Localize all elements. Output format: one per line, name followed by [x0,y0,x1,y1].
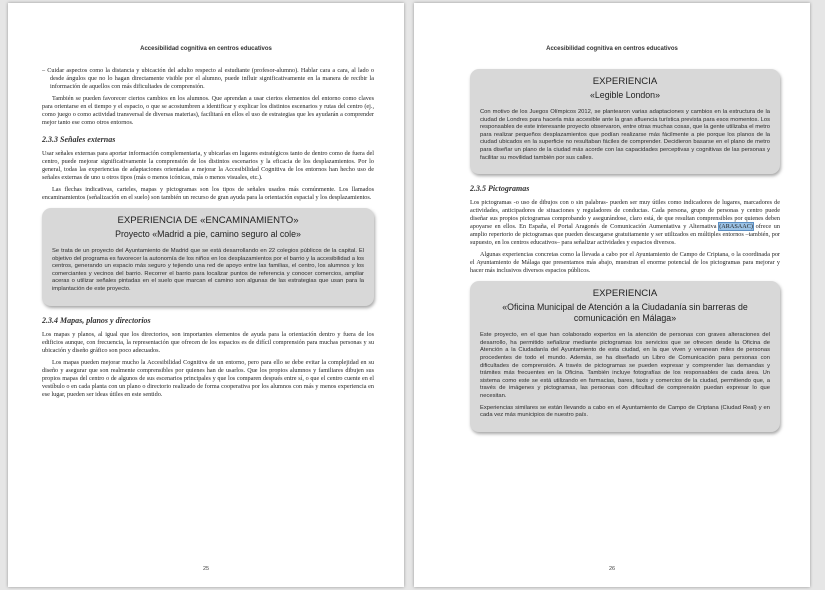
experience-box-legible-london [470,69,780,174]
page-number: 25 [202,566,210,572]
running-head: Accesibilidad cognitiva en centros educativos [140,46,272,52]
running-head: Accesibilidad cognitiva en centros educativos [546,46,678,52]
bullet-paragraph: – Cuidar aspectos como la distancia y ubicación del adulto respecto al estudiante (profesor-alumno). Hablar cara a cara, al lado o desde ángulos que no lo hagan directamente visible por el alumno, puede influir significativamente en la manera de recibir la información de aquellos con más dificultades de comprensión. [42,67,374,90]
experience-box-title: EXPERIENCIA [592,76,658,87]
left-page-content [42,67,374,403]
experience-box-encaminamiento [42,208,374,306]
experience-box-subtitle: «Legible London» [590,90,660,100]
paragraph-pictogramas-1 [470,199,780,247]
paragraph-alumnos: También se pueden favorecer ciertos cambios en los alumnos. Que aprendan a usar ciertos elementos del entorno como claves para orientarse en el tiempo y el espacio, o que se acostumbren a identificar y explicar los distintos escenarios y rutas del centro (ej., como juego o como actividad transversal de diversas materias), facilitará en ellos el uso de estrategias que les ayudarán a comprender mejor tanto ese como otros entornos. [42,95,374,126]
paragraph-pictogramas-1b: ofrece un amplio repertorio de pictogramas que pueden descargarse gratuitamente y ser utilizados en múltiples entornos –también, por supuesto, en los centros educativos– para señalizar actividades y espacios diversos. [470,223,780,247]
paragraph-senales-1: Usar señales externas para aportar información complementaria, y ubicarlas en lugares estratégicos tanto de dentro como de fuera del centro, puede mejorar significativamente la comprensión de los distintos escenarios y la eficacia de los desplazamientos. Por lo general, todas las experiencias de adaptaciones orientadas a mejorar la Accesibilidad Cognitiva de los entornos han hecho uso de señales externas de uno u otros tipos (más o menos icónicas, más o menos visuales, etc.). [42,150,374,181]
heading-mapas: 2.3.4 Mapas, planos y directorios [42,315,151,325]
selected-text-highlight[interactable]: (ARASAAC) [719,223,753,231]
experience-box-text: Experiencias similares se están llevando a cabo en el Ayuntamiento de Campo de Criptana (Ciudad Real) y en cada vez más municipios de nuestro país. [480,404,770,419]
paragraph-pictogramas-2: Algunas experiencias concretas como la llevada a cabo por el Ayuntamiento de Campo de Criptana, o la coordinada por el Ayuntamiento de Málaga que presentamos más abajo, muestran el enorme potencial de los pictogramas para mejorar y hacer más inclusivos diversos espacios públicos. [470,251,780,275]
experience-box-text: Con motivo de los Juegos Olímpicos 2012, se plantearon varias adaptaciones y cambios en la estructura de la ciudad de Londres para hacerla más accesible ante la gran afluencia turística prevista para esos momentos. Los responsables de este interesante proyecto observaron, entre otras muchas cosas, que la gente utilizaba el metro para realizar pequeños desplazamientos que podían realizarse más fácilmente a pie porque los planos de la ciudad ubicados en la superficie no resultaban fáciles de comprender. Decidieron basarse en el plano de metro para diseñar un plano de la ciudad más acorde con las capacidades perceptivas y cognitivas de las personas y facilitar su movilidad también por sus calles. [480,109,771,161]
experience-box-text: Se trata de un proyecto del Ayuntamiento de Madrid que se está desarrollando en 22 colegios públicos de la capital. El objetivo del programa es favorecer la autonomía de los niños en los desplazamientos por el barrio y la accesibilidad a los centros, generando un espacio más seguro y tejiendo una red de apoyo entre las familias, el centro, los alumnos y los comerciantes y vecinos del barrio. Recorrer el barrio para localizar puntos de referencia y conocer comercios, ampliar aceras o utilizar señales pintadas en el suelo que marcan el camino son algunas de las estrategias que usan para la implantación de este proyecto. [52,248,364,292]
heading-pictogramas: 2.3.5 Pictogramas [470,184,530,194]
experience-box-title: EXPERIENCIA [592,288,658,300]
paragraph-mapas-1: Los mapas y planos, al igual que los directorios, son importantes elementos de ayuda para la orientación dentro y fuera de los edificios aunque, con frecuencia, la representación que ofrecen de los espacios es de difícil comprensión para muchas personas y su ubicación y diseño gráfico son poco adecuados. [42,330,374,354]
paragraph-pictogramas-1a: Los pictogramas -o uso de dibujos con o sin palabras- pueden ser muy útiles como indicadores de lugares, marcadores de actividades, anticipadores de situaciones y reguladores de conductas. Cada persona, grupo de personas y centro puede diseñar sus propios pictogramas comprobando y asegurándose, claro está, de que resultan comprensibles por quienes deben apoyarse en ellos. En España, el Portal Aragonés de Comunicación Aumentativa y Alternativa [470,199,780,231]
experience-box-title: EXPERIENCIA DE «ENCAMINAMIENTO» [117,215,299,226]
right-page-content [470,63,780,442]
paragraph-senales-2: Las flechas indicativas, carteles, mapas y pictogramas son los tipos de señales usados más comúnmente. Los llamados encaminamientos (señalización en el suelo) son también un recurso de gran ayuda para la orientación espacial y los desplazamientos. [42,186,374,201]
left-page [8,3,404,587]
paragraph-mapas-2: Los mapas pueden mejorar mucho la Accesibilidad Cognitiva de un entorno, pero para ello se debe evitar la complejidad en su diseño y asegurar que son realmente comprensibles por quienes han de usarlos. Que los propios alumnos y familiares dibujen sus propios mapas del centro o de algunos de sus escenarios principales y que los comparen después entre sí, o que el centro cuente en el vestíbulo o en cada planta con un plano o directorio realizado de forma cooperativa por los alumnos con más y menos experiencia en ese lugar, pueden ser ideas útiles en este sentido. [42,358,374,398]
experience-box-subtitle: Proyecto «Madrid a pie, camino seguro al cole» [115,229,301,239]
experience-box-malaga [470,281,780,432]
heading-senales-externas: 2.3.3 Señales externas [42,135,116,144]
page-number: 26 [608,566,616,572]
experience-box-subtitle: «Oficina Municipal de Atención a la Ciudadanía sin barreras de comunicación en Málaga» [502,302,748,324]
experience-box-text: Este proyecto, en el que han colaborado expertos en la atención de personas con graves alteraciones del desarrollo, ha permitido señalizar mediante pictogramas los servicios que se ofrecen desde la Oficina de Atención a la Ciudadanía del Ayuntamiento de esta ciudad, en la que viven y veranean miles de personas procedentes de todo el mundo. Además, se ha diseñado un Libro de Comunicación para personas con dificultades de comprensión. A través de pictogramas se pueden expresar y comprender las demandas y trámites más frecuentes en la Oficina. También incluye fotografías de los responsables de cada área. Un sistema como este se está utilizando en farmacias, bares, taxis y comercios de la ciudad, permitiendo que, a través de imágenes y pictogramas, las personas con dificultad de comprensión puedan expresar lo que necesitan. [480,332,770,399]
right-page [414,3,810,587]
